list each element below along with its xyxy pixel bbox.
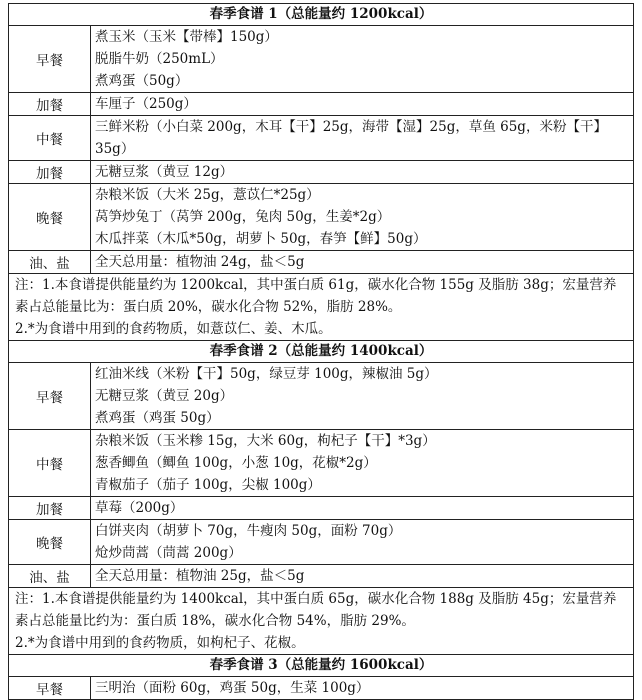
meal-row: [9, 161, 634, 184]
menu-notes: [9, 274, 634, 341]
note-line: 2.*为食谱中用到的食药物质，如薏苡仁、姜、木瓜。: [15, 321, 332, 337]
meal-row: [9, 677, 634, 700]
meal-item: 无糖豆浆（黄豆 20g）: [95, 388, 234, 404]
meal-items: [91, 497, 634, 520]
meal-items: [91, 677, 634, 700]
meal-items: [91, 26, 634, 93]
menu-title: 春季食谱 2（总能量约 1400kcal）: [9, 341, 634, 363]
meal-item: 车厘子（250g）: [95, 96, 197, 112]
meal-row: [9, 116, 634, 161]
menu-title-row: [9, 4, 634, 26]
meal-name: 油、盐: [9, 565, 91, 588]
notes-row: [9, 588, 634, 655]
menu-title-row: [9, 655, 634, 677]
meal-item: 无糖豆浆（黄豆 12g）: [95, 164, 234, 180]
meal-row: [9, 565, 634, 588]
meal-item: 木瓜拌菜（木瓜*50g，胡萝卜 50g，春笋【鲜】50g）: [95, 231, 427, 247]
meal-name: 早餐: [9, 677, 91, 700]
meal-name: 加餐: [9, 497, 91, 520]
meal-name: 中餐: [9, 430, 91, 497]
note-line: 注：1.本食谱提供能量约为 1400kcal，其中蛋白质 65g，碳水化合物 188g 及脂肪 45g；宏量营养素占总能量比约为：蛋白质 18%，碳水化合物 54%，脂肪 29%。: [15, 591, 617, 629]
menu-title: 春季食谱 1（总能量约 1200kcal）: [9, 4, 634, 26]
meal-items: [91, 93, 634, 116]
notes-row: [9, 274, 634, 341]
meal-item: 脱脂牛奶（250mL）: [95, 51, 224, 67]
meal-item: 葱香鲫鱼（鲫鱼 100g，小葱 10g，花椒*2g）: [95, 455, 377, 471]
meal-item: 莴笋炒兔丁（莴笋 200g，兔肉 50g，生姜*2g）: [95, 209, 391, 225]
note-line: 注：1.本食谱提供能量约为 1200kcal，其中蛋白质 61g，碳水化合物 155g 及脂肪 38g；宏量营养素占总能量比为：蛋白质 20%，碳水化合物 52%，脂肪 28%。: [15, 277, 617, 315]
meal-row: [9, 93, 634, 116]
meal-name: 加餐: [9, 93, 91, 116]
menu-title-row: [9, 341, 634, 363]
meal-item: 三明治（面粉 60g，鸡蛋 50g，生菜 100g）: [95, 680, 370, 696]
meal-name: 中餐: [9, 116, 91, 161]
meal-items: [91, 184, 634, 251]
recipe-table: [8, 3, 634, 700]
meal-name: 早餐: [9, 363, 91, 430]
meal-item: 杂粮米饭（玉米糁 15g，大米 60g，枸杞子【干】*3g）: [95, 433, 436, 449]
meal-item: 煮玉米（玉米【带棒】150g）: [95, 29, 278, 45]
meal-items: [91, 161, 634, 184]
meal-item: 全天总用量：植物油 24g，盐＜5g: [95, 254, 305, 270]
meal-row: [9, 497, 634, 520]
meal-item: 煮鸡蛋（50g）: [95, 73, 189, 89]
meal-name: 晚餐: [9, 520, 91, 565]
meal-name: 油、盐: [9, 251, 91, 274]
meal-item: 炝炒茼蒿（茼蒿 200g）: [95, 545, 242, 561]
meal-name: 加餐: [9, 161, 91, 184]
meal-item: 红油米线（米粉【干】50g，绿豆芽 100g，辣椒油 5g）: [95, 366, 438, 382]
menu-notes: [9, 588, 634, 655]
meal-items: [91, 116, 634, 161]
meal-item: 白饼夹肉（胡萝卜 70g，牛瘦肉 50g，面粉 70g）: [95, 523, 402, 539]
meal-name: 早餐: [9, 26, 91, 93]
menu-title: 春季食谱 3（总能量约 1600kcal）: [9, 655, 634, 677]
meal-name: 晚餐: [9, 184, 91, 251]
meal-items: [91, 520, 634, 565]
meal-row: [9, 520, 634, 565]
meal-row: [9, 363, 634, 430]
meal-item: 杂粮米饭（大米 25g，薏苡仁*25g）: [95, 187, 320, 203]
meal-row: [9, 184, 634, 251]
meal-items: [91, 363, 634, 430]
note-line: 2.*为食谱中用到的食药物质，如枸杞子、花椒。: [15, 635, 305, 651]
meal-item: 青椒茄子（茄子 100g，尖椒 100g）: [95, 477, 321, 493]
meal-item: 草莓（200g）: [95, 500, 184, 516]
meal-item: 煮鸡蛋（鸡蛋 50g）: [95, 410, 220, 426]
meal-items: [91, 251, 634, 274]
meal-row: [9, 26, 634, 93]
meal-item: 三鲜米粉（小白菜 200g，木耳【干】25g，海带【湿】25g，草鱼 65g，米粉【干】35g）: [95, 119, 607, 157]
meal-row: [9, 430, 634, 497]
meal-items: [91, 565, 634, 588]
meal-items: [91, 430, 634, 497]
meal-item: 全天总用量：植物油 25g，盐＜5g: [95, 568, 305, 584]
meal-row: [9, 251, 634, 274]
